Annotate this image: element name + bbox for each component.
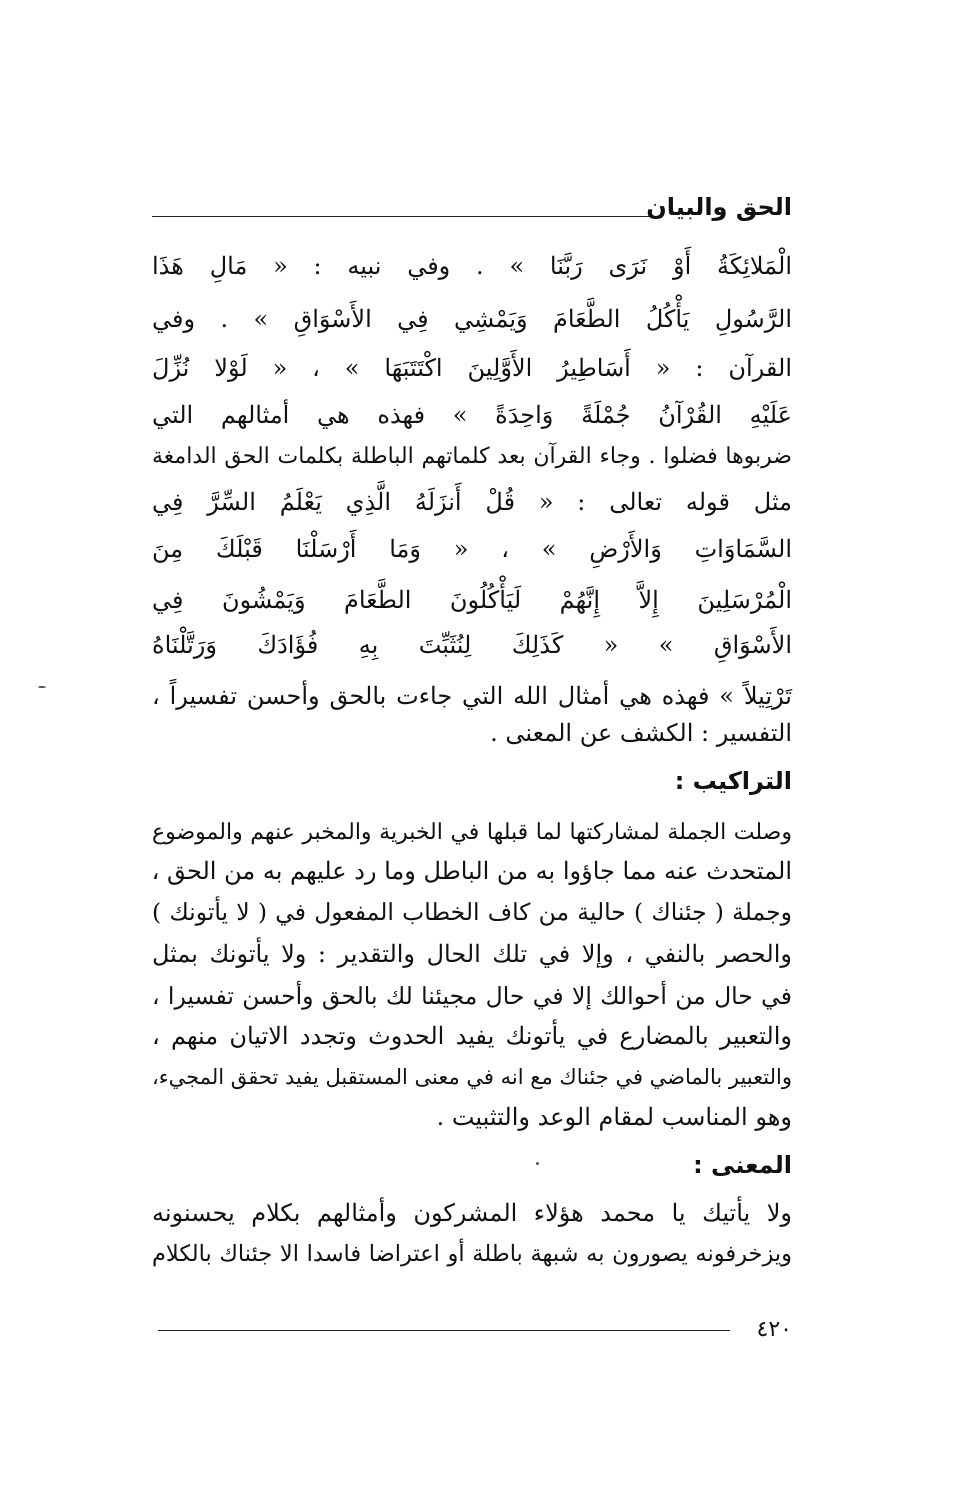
page-number: ٤٢٠ (756, 1317, 792, 1342)
text-line: تَرْتِيلاً » فهذه هي أمثال الله التي جاءت بالحق وأحسن تفسيراً ، (152, 682, 792, 710)
text-line: الرَّسُولِ يَأْكُلُ الطَّعَامَ وَيَمْشِي فِي الأَسْوَاقِ » . وفي (152, 305, 792, 333)
text-line: السَّمَاوَاتِ وَالأَرْضِ » ، « وَمَا أَرْسَلْنَا قَبْلَكَ مِنَ (152, 535, 792, 563)
text-line: التفسير : الكشف عن المعنى . (490, 719, 792, 747)
text-line: القرآن : « أَسَاطِيرُ الأَوَّلِينَ اكْتَتَبَهَا » ، « لَوْلا نُزِّلَ (152, 354, 792, 382)
text-line: الْمَلائِكَةُ أَوْ نَرَى رَبَّنَا » . وفي نبيه : « مَالِ هَذَا (152, 252, 792, 280)
text-line: والحصر بالنفي ، وإلا في تلك الحال والتقدير : ولا يأتونك بمثل (152, 940, 792, 968)
text-line: الأَسْوَاقِ » « كَذَلِكَ لِنُثَبِّتَ بِهِ فُؤَادَكَ وَرَتَّلْنَاهُ (152, 631, 792, 659)
text-line: المتحدث عنه مما جاؤوا به من الباطل وما رد عليهم به من الحق ، (151, 857, 792, 885)
text-line: وصلت الجملة لمشاركتها لما قبلها في الخبرية والمخبر عنهم والموضوع (152, 820, 792, 845)
text-line: وهو المناسب لمقام الوعد والتثبيت . (436, 1103, 792, 1131)
section-heading-maana: المعنى : (693, 1151, 792, 1179)
text-line: عَلَيْهِ القُرْآنُ جُمْلَةً وَاحِدَةً » فهذه هي أمثالهم التي (152, 401, 792, 429)
running-head (152, 192, 792, 226)
text-line: ولا يأتيك يا محمد هؤلاء المشركون وأمثالهم بكلام يحسنونه (152, 1199, 792, 1227)
text-line: ضربوها فضلوا . وجاء القرآن بعد كلماتهم الباطلة بكلمات الحق الدامغة (152, 444, 792, 469)
text-line: وجملة ( جئناك ) حالية من كاف الخطاب المفعول في ( لا يأتونك ) (152, 898, 792, 926)
text-line: والتعبير بالماضي في جئناك مع انه في معنى المستقبل يفيد تحقق المجيء، (152, 1065, 792, 1089)
text-line: الْمُرْسَلِينَ إِلاَّ إِنَّهُمْ لَيَأْكُلُونَ الطَّعَامَ وَيَمْشُونَ فِي (152, 586, 792, 614)
text-line: ويزخرفونه يصورون به شبهة باطلة أو اعتراضا فاسدا الا جئناك بالكلام (152, 1241, 792, 1267)
running-title: الحق والبيان (646, 193, 792, 221)
text-line: والتعبير بالمضارع في يأتونك يفيد الحدوث وتجدد الاتيان منهم ، (152, 1022, 792, 1050)
text-line: في حال من أحوالك إلا في حال مجيئنا لك بالحق وأحسن تفسيرا ، (152, 982, 792, 1010)
scan-speck (536, 1162, 539, 1165)
text-line: مثل قوله تعالى : « قُلْ أَنزَلَهُ الَّذِي يَعْلَمُ السِّرَّ فِي (152, 488, 792, 516)
section-heading-tarakib: التراكيب : (674, 767, 792, 795)
footer-rule (158, 1330, 730, 1331)
header-rule (152, 216, 650, 217)
scan-speck (38, 686, 46, 688)
page-footer (158, 1316, 792, 1346)
